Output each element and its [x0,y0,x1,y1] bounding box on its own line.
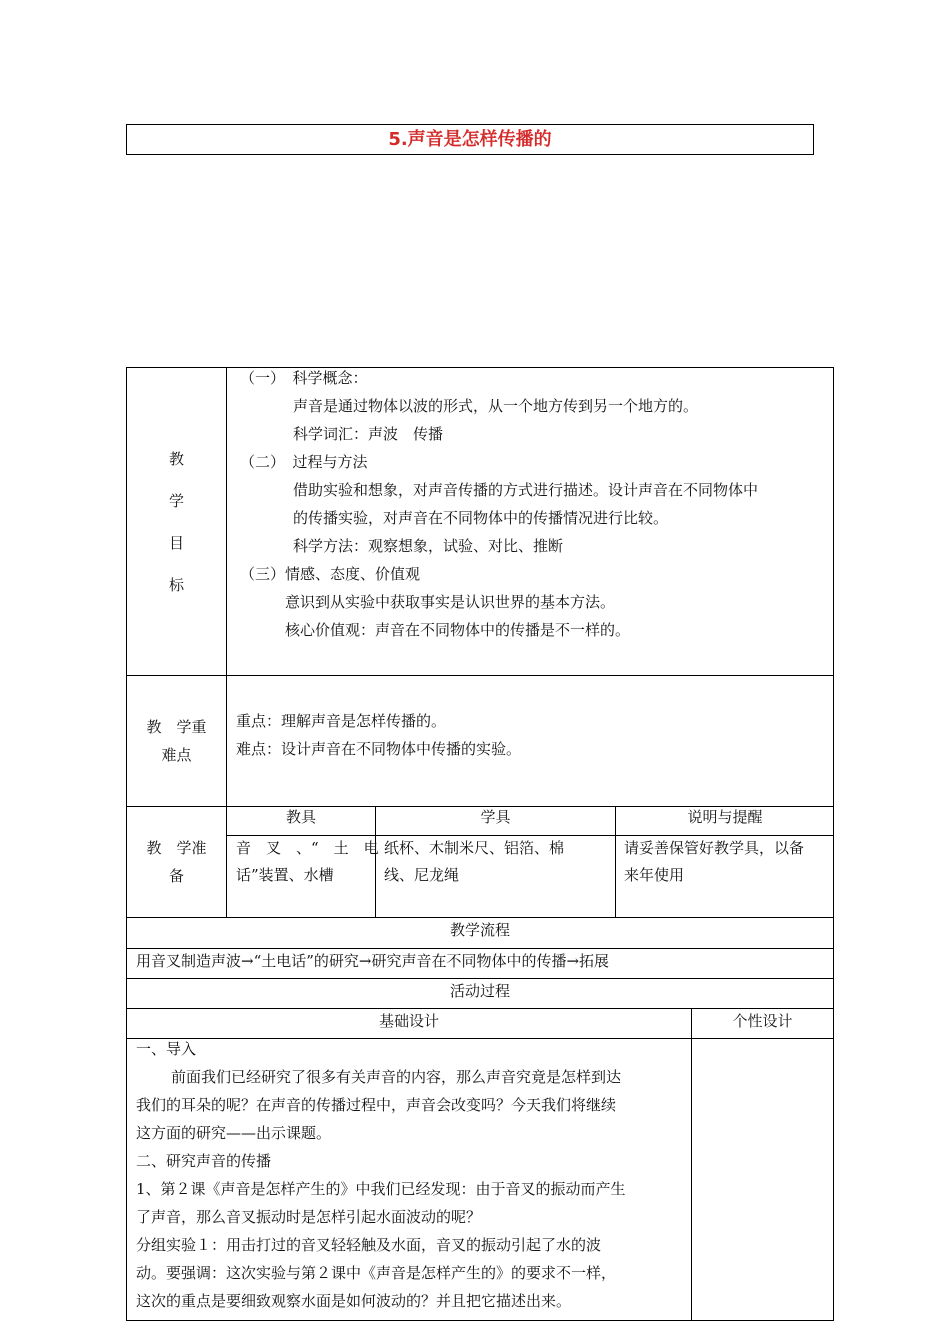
objective-line: 的传播实验，对声音在不同物体中的传播情况进行比较。 [293,509,669,527]
objective-line: 借助实验和想象，对声音传播的方式进行描述。设计声音在不同物体中 [293,481,759,499]
difficulty-content-cell [227,676,833,806]
lesson-table [126,367,834,1321]
key-point-line: 重点：理解声音是怎样传播的。 [236,712,447,730]
objective-line: 声音是通过物体以波的形式，从一个地方传到另一个地方的。 [293,397,699,415]
content-line: 了声音，那么音叉振动时是怎样引起水面波动的呢？ [136,1208,482,1226]
content-line: 二、研究声音的传播 [136,1152,272,1170]
document-title: 5.声音是怎样传播的 [388,129,552,150]
flow-heading-row [126,918,834,949]
objectives-label-char: 教 [168,449,184,468]
objectives-label-cell [127,368,227,675]
flow-heading: 教学流程 [449,921,510,939]
preparation-label: 备 [168,867,184,885]
content-line: 一、导入 [136,1040,197,1058]
content-line: 动。要强调：这次实验与第２课中《声音是怎样产生的》的要求不一样， [136,1264,617,1282]
design-header-row [126,1009,834,1039]
content-line: 这方面的研究——出示课题。 [136,1124,332,1142]
content-line: 这次的重点是要细致观察水面是如何波动的？并且把它描述出来。 [136,1292,572,1310]
student-tools-line: 纸杯、木制米尺、铝箔、棉 [384,839,565,857]
content-line: 分组实验１：用击打过的音叉轻轻触及水面，音叉的振动引起了水的波 [136,1236,602,1254]
content-line: 1、第２课《声音是怎样产生的》中我们已经发现：由于音叉的振动而产生 [136,1180,626,1198]
objective-line: （三）情感、态度、价值观 [240,565,421,583]
objectives-label-char: 目 [168,533,184,552]
student-tools-header: 学具 [480,808,511,826]
objective-line: （一） 科学概念： [240,369,368,387]
teaching-tools-line: 话”装置、水槽 [236,866,334,884]
preparation-row [126,807,834,918]
student-tools-line: 线、尼龙绳 [384,866,460,884]
content-col-divider [691,1039,692,1320]
content-row [126,1039,834,1321]
preparation-content-cell [227,807,833,917]
teaching-tools-line: 音 叉 、“ 土 电 [236,839,379,857]
difficulty-label: 教 学重 [146,718,207,736]
difficulty-label: 难点 [161,746,192,764]
basic-design-header: 基础设计 [378,1012,439,1030]
difficulty-row [126,676,834,807]
objective-line: 科学词汇：声波 传播 [293,425,444,443]
objective-line: 科学方法：观察想象，试验、对比、推断 [293,537,564,555]
content-line: 我们的耳朵的呢？在声音的传播过程中，声音会改变吗？今天我们将继续 [136,1096,617,1114]
preparation-label: 教 学准 [146,839,207,857]
notes-line: 来年使用 [624,866,685,884]
notes-header: 说明与提醒 [687,808,763,826]
objectives-row [126,367,834,676]
objective-line: 核心价值观：声音在不同物体中的传播是不一样的。 [285,621,631,639]
teaching-tools-header: 教具 [285,808,316,826]
objectives-content-cell [227,368,833,675]
flow-text: 用音叉制造声波→“土电话”的研究→研究声音在不同物体中的传播→拓展 [136,952,610,970]
difficulty-label-cell [127,676,227,806]
title-box [126,124,814,155]
preparation-header-divider [227,835,833,836]
flow-text-row [126,949,834,979]
objective-line: 意识到从实验中获取事实是认识世界的基本方法。 [285,593,616,611]
preparation-label-cell [127,807,227,917]
activity-heading: 活动过程 [449,982,510,1000]
objective-line: （二） 过程与方法 [240,453,368,471]
objectives-label-char: 标 [168,575,184,594]
personal-design-header: 个性设计 [732,1012,793,1030]
difficult-point-line: 难点：设计声音在不同物体中传播的实验。 [236,740,522,758]
activity-heading-row [126,979,834,1009]
notes-line: 请妥善保管好教学具，以备 [624,839,805,857]
content-line: 前面我们已经研究了很多有关声音的内容，那么声音究竟是怎样到达 [171,1068,622,1086]
objectives-label-char: 学 [168,491,184,510]
